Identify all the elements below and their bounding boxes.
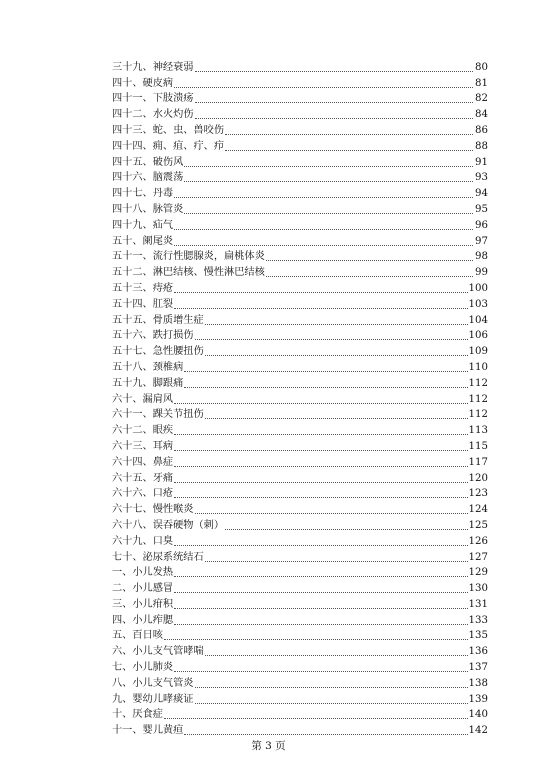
toc-dot-leader (174, 670, 467, 672)
toc-entry-title: 六十四、鼻症 (112, 456, 174, 468)
toc-entry (112, 674, 488, 690)
toc-entry-title: 五十六、跌打损伤 (112, 330, 194, 342)
toc-entry (112, 532, 488, 548)
toc-entry (112, 121, 488, 137)
toc-entry (112, 342, 488, 358)
toc-entry-title: 五十八、颈椎病 (112, 361, 184, 373)
toc-entry-page-number: 136 (468, 646, 488, 658)
toc-entry-page-number: 103 (468, 298, 488, 310)
toc-entry-page-number: 138 (468, 677, 488, 689)
toc-entry-page-number: 133 (468, 614, 488, 626)
toc-entry-title: 五、百日咳 (112, 630, 163, 642)
toc-entry-title: 四十五、破伤风 (112, 156, 184, 168)
toc-entry-page-number: 94 (475, 188, 488, 200)
toc-entry (112, 295, 488, 311)
toc-entry-title: 六十二、眼疾 (112, 425, 174, 437)
toc-entry (112, 90, 488, 106)
toc-dot-leader (205, 560, 468, 562)
toc-dot-leader (174, 465, 467, 467)
toc-dot-leader (184, 386, 467, 388)
toc-entry (112, 216, 488, 232)
toc-entry (112, 595, 488, 611)
toc-entry-title: 五十一、流行性腮腺炎，扁桃体炎 (112, 251, 265, 263)
toc-dot-leader (184, 212, 473, 214)
toc-entry-title: 六、小儿支气管哮喘 (112, 646, 204, 658)
toc-entry (112, 74, 488, 90)
toc-entry-title: 五十九、脚跟痛 (112, 377, 184, 389)
toc-entry (112, 453, 488, 469)
toc-entry (112, 469, 488, 485)
toc-entry (112, 627, 488, 643)
toc-entry (112, 611, 488, 627)
toc-entry-title: 七、小儿肺炎 (112, 662, 174, 674)
toc-entry (112, 232, 488, 248)
toc-entry-title: 四十九、疝气 (112, 219, 174, 231)
toc-entry (112, 485, 488, 501)
toc-entry-title: 四十二、水火灼伤 (112, 109, 194, 121)
toc-entry (112, 690, 488, 706)
toc-entry-title: 三十九、神经衰弱 (112, 61, 194, 73)
toc-entry-page-number: 112 (468, 409, 488, 421)
toc-entry-page-number: 97 (475, 235, 488, 247)
toc-entry-page-number: 125 (468, 519, 488, 531)
toc-entry (112, 374, 488, 390)
toc-entry (112, 500, 488, 516)
toc-entry-page-number: 139 (468, 693, 488, 705)
toc-entry-title: 六十、漏肩风 (112, 393, 174, 405)
toc-dot-leader (266, 259, 473, 261)
toc-dot-leader (184, 733, 467, 735)
toc-entry-page-number: 130 (468, 583, 488, 595)
toc-entry-page-number: 112 (468, 377, 488, 389)
toc-entry-title: 五十、阑尾炎 (112, 235, 174, 247)
toc-entry-page-number: 93 (475, 172, 488, 184)
toc-dot-leader (174, 575, 467, 577)
toc-entry (112, 200, 488, 216)
toc-entry-page-number: 124 (468, 504, 488, 516)
toc-entry (112, 153, 488, 169)
toc-dot-leader (225, 133, 473, 135)
toc-entry-page-number: 126 (468, 535, 488, 547)
toc-entry-title: 四十四、痈、疽、疔、疖 (112, 140, 225, 152)
toc-entry (112, 105, 488, 121)
toc-dot-leader (195, 101, 474, 103)
toc-entry-title: 六十一、踝关节扭伤 (112, 409, 204, 421)
toc-entry-title: 四十一、下肢溃疡 (112, 93, 194, 105)
toc-entry-title: 六十五、牙痛 (112, 472, 174, 484)
toc-entry-title: 六十七、慢性喉炎 (112, 504, 194, 516)
toc-entry (112, 311, 488, 327)
toc-entry (112, 358, 488, 374)
toc-entry-page-number: 112 (468, 393, 488, 405)
toc-entry-page-number: 88 (475, 140, 488, 152)
toc-dot-leader (225, 149, 473, 151)
toc-dot-leader (205, 417, 468, 419)
toc-entry-title: 六十九、口臭 (112, 535, 174, 547)
toc-dot-leader (195, 117, 474, 119)
toc-entry (112, 642, 488, 658)
toc-entry-title: 四十七、丹毒 (112, 188, 174, 200)
toc-dot-leader (174, 86, 473, 88)
toc-entry-title: 一、小儿发热 (112, 567, 174, 579)
toc-dot-leader (174, 607, 467, 609)
toc-entry-page-number: 123 (468, 488, 488, 500)
toc-dot-leader (184, 165, 473, 167)
toc-entry-page-number: 137 (468, 662, 488, 674)
toc-dot-leader (195, 686, 468, 688)
toc-entry-page-number: 84 (475, 109, 488, 121)
toc-entry-title: 四、小儿痄腮 (112, 614, 174, 626)
toc-dot-leader (174, 496, 467, 498)
toc-dot-leader (174, 544, 467, 546)
toc-entry (112, 58, 488, 74)
toc-dot-leader (225, 528, 467, 530)
toc-dot-leader (174, 433, 467, 435)
toc-dot-leader (174, 402, 467, 404)
toc-entry-page-number: 104 (468, 314, 488, 326)
toc-entry-page-number: 98 (475, 251, 488, 263)
toc-dot-leader (205, 354, 468, 356)
toc-entry-title: 六十八、误吞硬物（刺） (112, 519, 225, 531)
toc-entry-page-number: 91 (475, 156, 488, 168)
toc-dot-leader (174, 228, 473, 230)
toc-entry-page-number: 117 (468, 456, 488, 468)
toc-entry-title: 三、小儿疳积 (112, 598, 174, 610)
toc-entry-page-number: 99 (475, 267, 488, 279)
toc-dot-leader (174, 291, 467, 293)
toc-entry-title: 十、厌食症 (112, 709, 163, 721)
toc-entry (112, 658, 488, 674)
toc-entry-title: 四十三、蛇、虫、兽咬伤 (112, 124, 225, 136)
toc-entry-page-number: 115 (468, 440, 488, 452)
toc-entry (112, 721, 488, 737)
toc-entry-page-number: 129 (468, 567, 488, 579)
toc-entry-title: 六十六、口疮 (112, 488, 174, 500)
toc-entry-page-number: 106 (468, 330, 488, 342)
toc-entry-title: 五十二、淋巴结核、慢性淋巴结核 (112, 267, 265, 279)
toc-entry-page-number: 110 (468, 361, 488, 373)
toc-entry (112, 406, 488, 422)
toc-entry-title: 六十三、耳病 (112, 440, 174, 452)
toc-entry (112, 327, 488, 343)
table-of-contents (112, 58, 488, 737)
toc-entry-page-number: 100 (468, 282, 488, 294)
toc-dot-leader (174, 591, 467, 593)
toc-dot-leader (174, 623, 467, 625)
toc-entry-page-number: 86 (475, 124, 488, 136)
toc-entry-page-number: 140 (468, 709, 488, 721)
toc-entry-page-number: 142 (468, 725, 488, 737)
toc-entry-page-number: 81 (475, 77, 488, 89)
toc-dot-leader (205, 654, 468, 656)
toc-entry-page-number: 82 (475, 93, 488, 105)
toc-entry (112, 184, 488, 200)
toc-entry-title: 五十四、肛裂 (112, 298, 174, 310)
toc-entry (112, 564, 488, 580)
toc-entry-page-number: 96 (475, 219, 488, 231)
toc-entry (112, 579, 488, 595)
toc-entry-page-number: 80 (475, 61, 488, 73)
toc-dot-leader (195, 702, 468, 704)
toc-entry-title: 十一、婴儿黄疸 (112, 725, 184, 737)
toc-entry-page-number: 120 (468, 472, 488, 484)
page-footer: 第 3 页 (251, 740, 286, 752)
toc-entry-title: 五十五、骨质增生症 (112, 314, 204, 326)
toc-entry-title: 四十、硬皮病 (112, 77, 174, 89)
toc-entry (112, 169, 488, 185)
toc-entry-page-number: 135 (468, 630, 488, 642)
toc-entry-page-number: 95 (475, 203, 488, 215)
toc-entry-page-number: 131 (468, 598, 488, 610)
toc-dot-leader (174, 244, 473, 246)
toc-entry (112, 137, 488, 153)
toc-dot-leader (174, 307, 467, 309)
toc-entry (112, 263, 488, 279)
toc-entry (112, 248, 488, 264)
toc-entry-title: 八、小儿支气管炎 (112, 677, 194, 689)
toc-dot-leader (164, 638, 468, 640)
toc-entry (112, 390, 488, 406)
toc-entry (112, 279, 488, 295)
toc-dot-leader (184, 180, 473, 182)
toc-entry-page-number: 113 (468, 425, 488, 437)
toc-dot-leader (184, 370, 467, 372)
toc-dot-leader (195, 338, 468, 340)
toc-entry (112, 516, 488, 532)
toc-entry-title: 五十三、痔疮 (112, 282, 174, 294)
toc-dot-leader (174, 449, 467, 451)
toc-entry-title: 四十八、脉管炎 (112, 203, 184, 215)
toc-entry-page-number: 109 (468, 346, 488, 358)
toc-dot-leader (174, 196, 473, 198)
toc-entry-title: 二、小儿感冒 (112, 583, 174, 595)
toc-dot-leader (164, 717, 468, 719)
toc-entry-title: 四十六、脑震荡 (112, 172, 184, 184)
toc-dot-leader (205, 323, 468, 325)
toc-entry (112, 437, 488, 453)
toc-entry (112, 706, 488, 722)
toc-entry-title: 五十七、急性腰扭伤 (112, 346, 204, 358)
toc-entry (112, 548, 488, 564)
toc-entry (112, 421, 488, 437)
toc-dot-leader (174, 481, 467, 483)
toc-entry-title: 九、婴幼儿哮痰证 (112, 693, 194, 705)
toc-dot-leader (266, 275, 473, 277)
toc-entry-page-number: 127 (468, 551, 488, 563)
toc-dot-leader (195, 70, 474, 72)
toc-dot-leader (195, 512, 468, 514)
toc-entry-title: 七十、泌尿系统结石 (112, 551, 204, 563)
